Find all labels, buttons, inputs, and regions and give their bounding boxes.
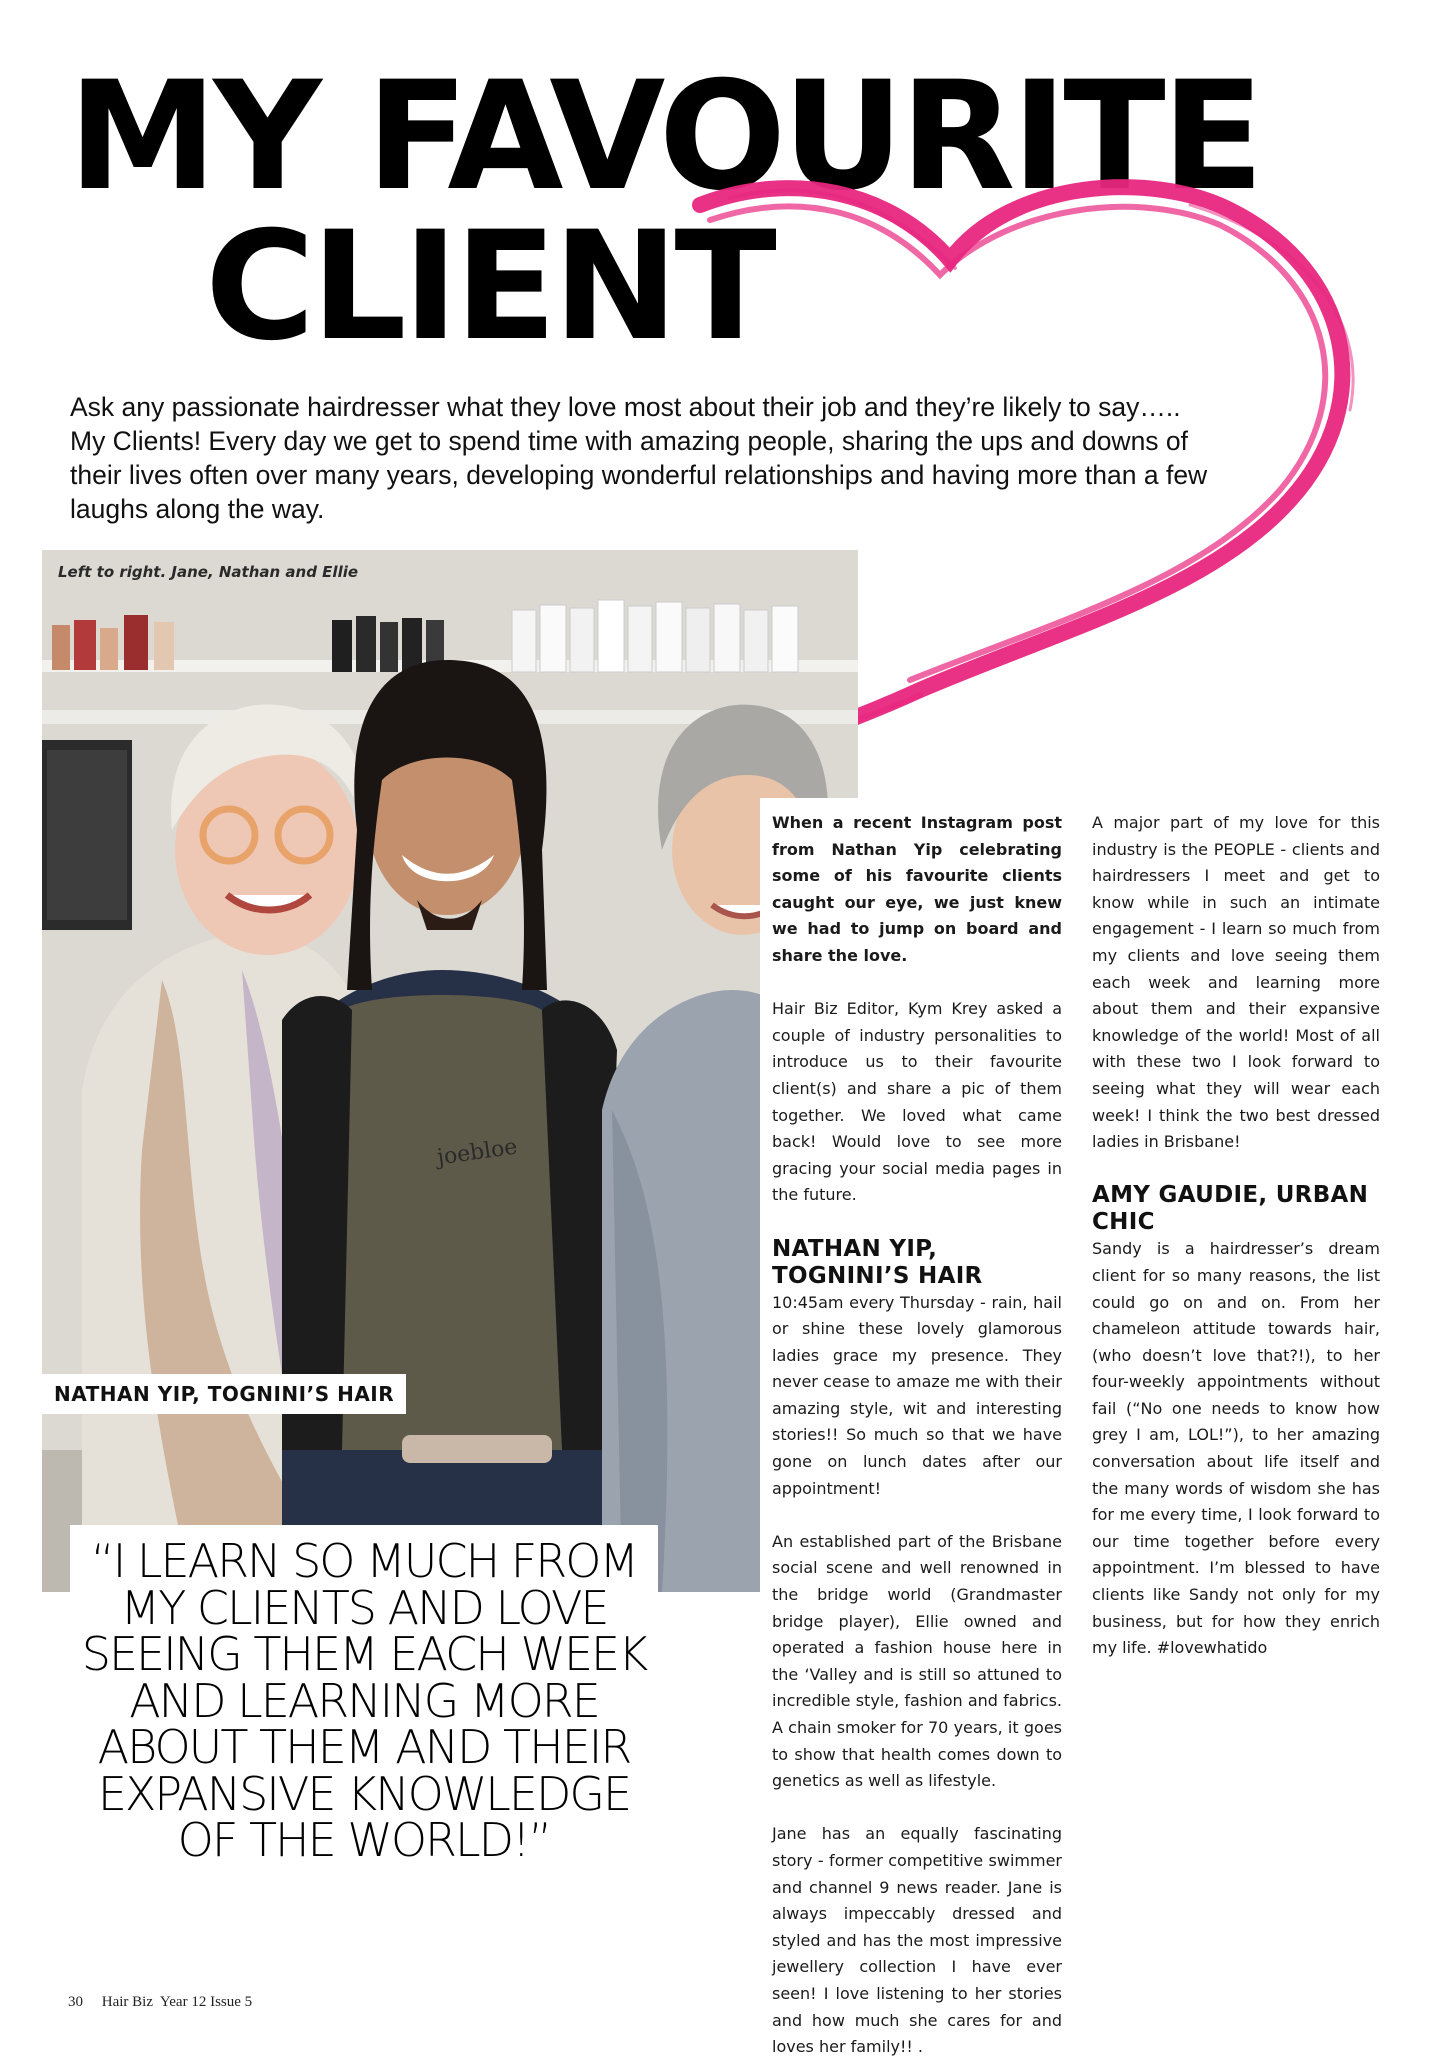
article-paragraph: An established part of the Brisbane social scene and well renowned in the bridge world (Grandmaster bridge player), Ellie owned and operated a fashion house here in the ‘Valley and is still so attuned to incredible style, fashion and fabrics. A chain smoker for 70 years, it goes to show that health comes down to genetics as well as lifestyle. xyxy=(772,1531,1062,1791)
article-lead: When a recent Instagram post from Nathan Yip celebrating some of his favourite clients caught our eye, we just knew we had to jump on board and share the love. xyxy=(772,813,1062,965)
intro-paragraph: Ask any passionate hairdresser what they love most about their job and they’re likely to say….. My Clients! Every day we get to spend time with amazing people, sharing the ups and downs of their lives often over many years, developing wonderful relationships and having more than a few laughs along the way. xyxy=(70,392,1208,524)
article-paragraph: Jane has an equally fascinating story - former competitive swimmer and channel 9 news reader. Jane is always impeccably dressed and styled and has the most impressive jewellery collection I have ever seen! I love listening to her stories and how much she cares for and loves her family!! . xyxy=(772,1824,1062,2057)
photo xyxy=(42,550,858,1592)
photo-name-tag: NATHAN YIP, TOGNINI’S HAIR xyxy=(42,1374,406,1414)
article-paragraph: Hair Biz Editor, Kym Krey asked a couple of industry personalities to introduce us to their favourite client(s) and share a pic of them together. We loved what came back! Would love to see more gracing your social media pages in the future. xyxy=(772,999,1062,1205)
title-line-1: MY FAVOURITE xyxy=(68,50,1261,224)
article-paragraph: A major part of my love for this industry is the PEOPLE - clients and hairdressers I meet and get to know while in such an intimate engagement - I learn so much from my clients and love seeing them each week and learning more about them and their expansive knowledge of the world! Most of all with these two I look forward to seeing what they will wear each week! I think the two best dressed ladies in Brisbane! xyxy=(1092,813,1380,1152)
photo-caption: Left to right. Jane, Nathan and Ellie xyxy=(58,563,359,581)
article-paragraph: Sandy is a hairdresser’s dream client for so many reasons, the list could go on and on. From her chameleon attitude towards hair, (who doesn’t love that?!), to her four-weekly appointments without fail (“No one needs to know how grey I am, LOL!”), to her amazing conversation about life itself and the many words of wisdom she has for me every time, I look forward to our time together before every appointment. I’m blessed to have clients like Sandy not only for my business, but for how they enrich my life. #lovewhatido xyxy=(1092,1239,1380,1658)
shirt-text: joebloe xyxy=(435,1134,519,1171)
section-heading-amy: AMY GAUDIE, URBAN CHIC xyxy=(1092,1182,1369,1236)
article-column-2 xyxy=(1092,810,1380,1688)
article-column-1 xyxy=(772,810,1062,2061)
pull-quote: “I LEARN SO MUCH FROM MY CLIENTS AND LOVE SEEING THEM EACH WEEK AND LEARNING MORE ABOUT THEM AND THEIR EXPANSIVE KNOWLEDGE OF THE WORLD!” xyxy=(81,1534,647,1867)
title-line-2: CLIENT xyxy=(205,200,773,374)
section-heading-nathan: NATHAN YIP, TOGNINI’S HAIR xyxy=(772,1235,983,1289)
page-footer: 30 Hair Biz Year 12 Issue 5 xyxy=(68,1994,253,2010)
article-paragraph: 10:45am every Thursday - rain, hail or shine these lovely glamorous ladies grace my presence. They never cease to amaze me with their amazing style, wit and interesting stories!! So much so that we have gone on lunch dates after our appointment! xyxy=(772,1292,1062,1498)
